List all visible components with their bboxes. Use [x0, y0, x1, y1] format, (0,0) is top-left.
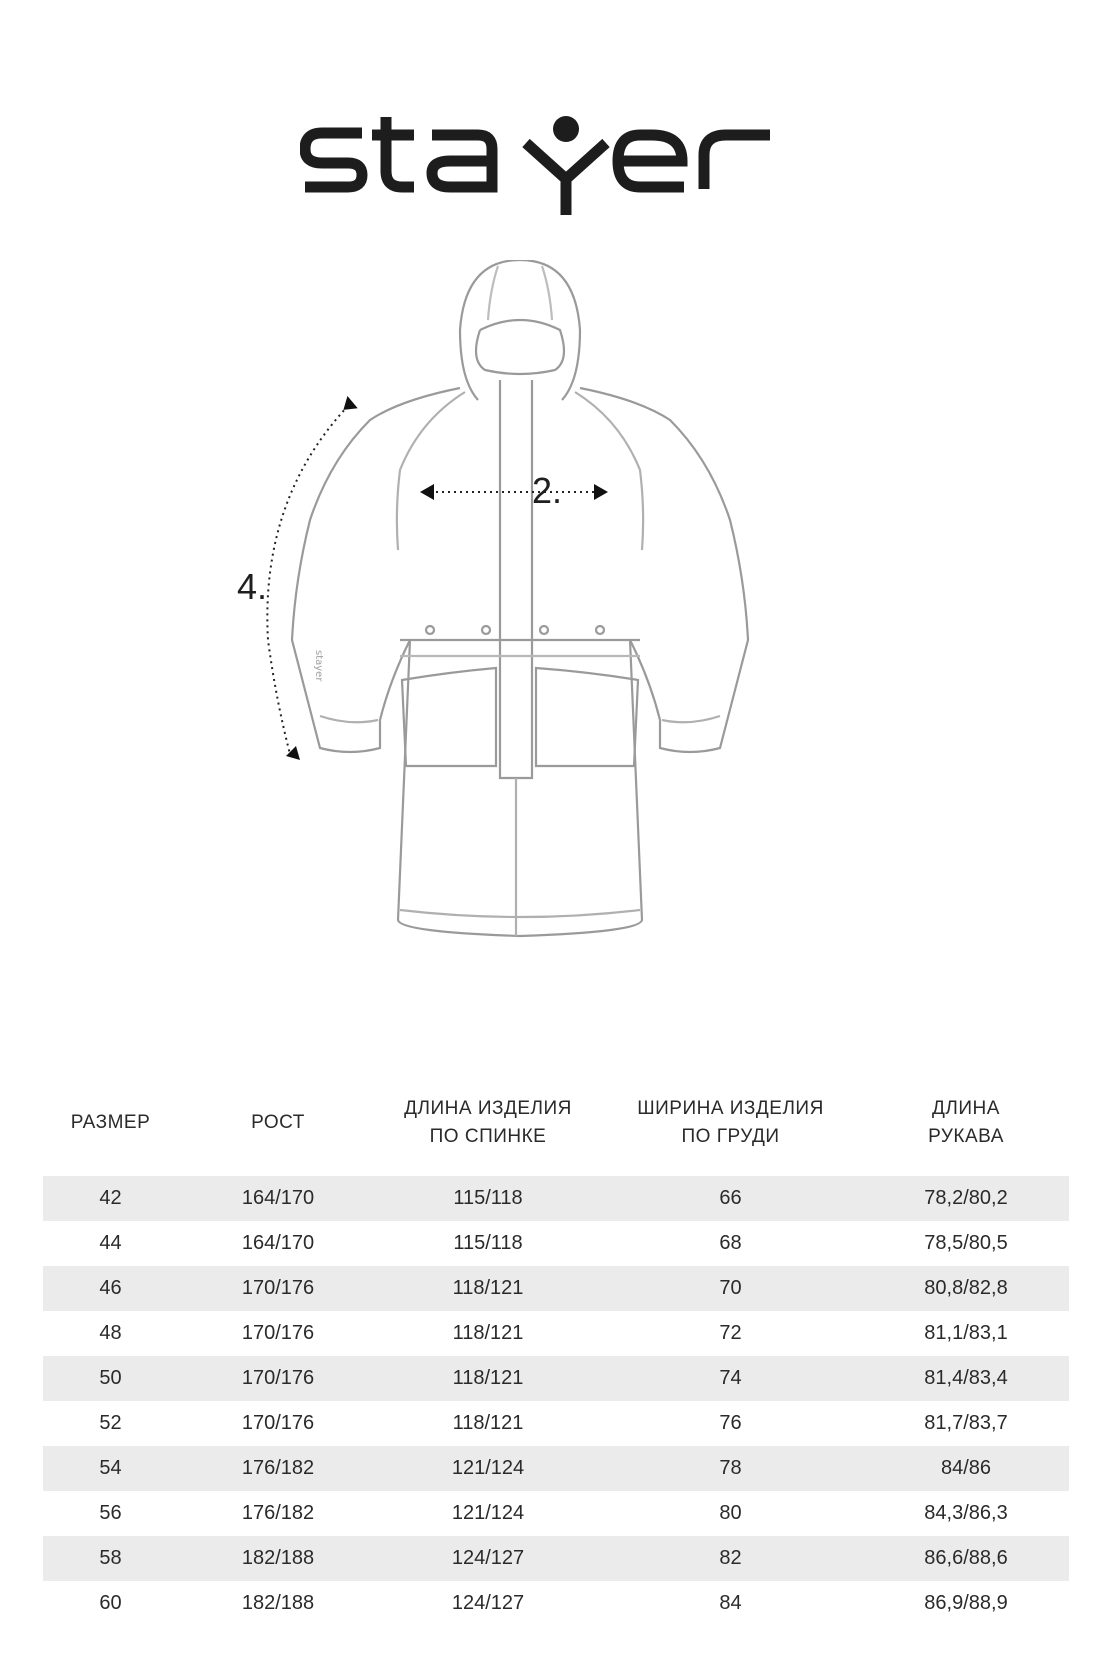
size-table-header	[43, 1070, 1069, 1176]
body-outline	[292, 388, 748, 936]
brand-logo	[300, 115, 800, 215]
sleeve-arrow-top	[338, 396, 357, 416]
coat-diagram	[220, 260, 820, 1020]
size-table	[43, 1070, 1069, 1626]
header-size: РАЗМЕР	[70, 1112, 151, 1133]
hood-opening	[476, 320, 564, 374]
table-row: 58 182/188 124/127 82 86,6/88,6	[43, 1536, 1069, 1581]
table-row: 56 176/182 121/124 80 84,3/86,3	[99, 1502, 1008, 1524]
brand-name: stayer	[300, 115, 304, 116]
sleeve-print: stayer	[313, 650, 324, 682]
brand-logo-graphic	[300, 115, 800, 215]
table-row: 46 170/176 118/121 70 80,8/82,8	[43, 1266, 1069, 1311]
hood-outline	[460, 260, 580, 400]
table-row: 44 164/170 115/118 68 78,5/80,5	[99, 1232, 1008, 1254]
chest-arrow-left	[420, 484, 434, 500]
table-row: 42 164/170 115/118 66 78,2/80,2	[43, 1176, 1069, 1221]
table-row: 50 170/176 118/121 74 81,4/83,4	[43, 1356, 1069, 1401]
left-pocket	[402, 668, 496, 766]
table-row: 48 170/176 118/121 72 81,1/83,1	[99, 1322, 1008, 1344]
table-row: 52 170/176 118/121 76 81,7/83,7	[99, 1412, 1008, 1434]
header-height: РОСТ	[251, 1112, 305, 1133]
chest-measure-label: 2.	[532, 470, 563, 511]
front-placket	[500, 380, 532, 778]
sleeve-arrow-bottom	[286, 746, 300, 760]
header-sleeve: ДЛИНА РУКАВА	[928, 1098, 1004, 1147]
sleeve-measure-label: 4.	[237, 566, 268, 607]
table-row: 60 182/188 124/127 84 86,9/88,9	[99, 1592, 1008, 1614]
header-width: ШИРИНА ИЗДЕЛИЯ ПО ГРУДИ	[637, 1098, 824, 1147]
chest-arrow-right	[594, 484, 608, 500]
header-length: ДЛИНА ИЗДЕЛИЯ ПО СПИНКЕ	[404, 1098, 572, 1147]
table-row: 54 176/182 121/124 78 84/86	[43, 1446, 1069, 1491]
right-pocket	[536, 668, 638, 766]
